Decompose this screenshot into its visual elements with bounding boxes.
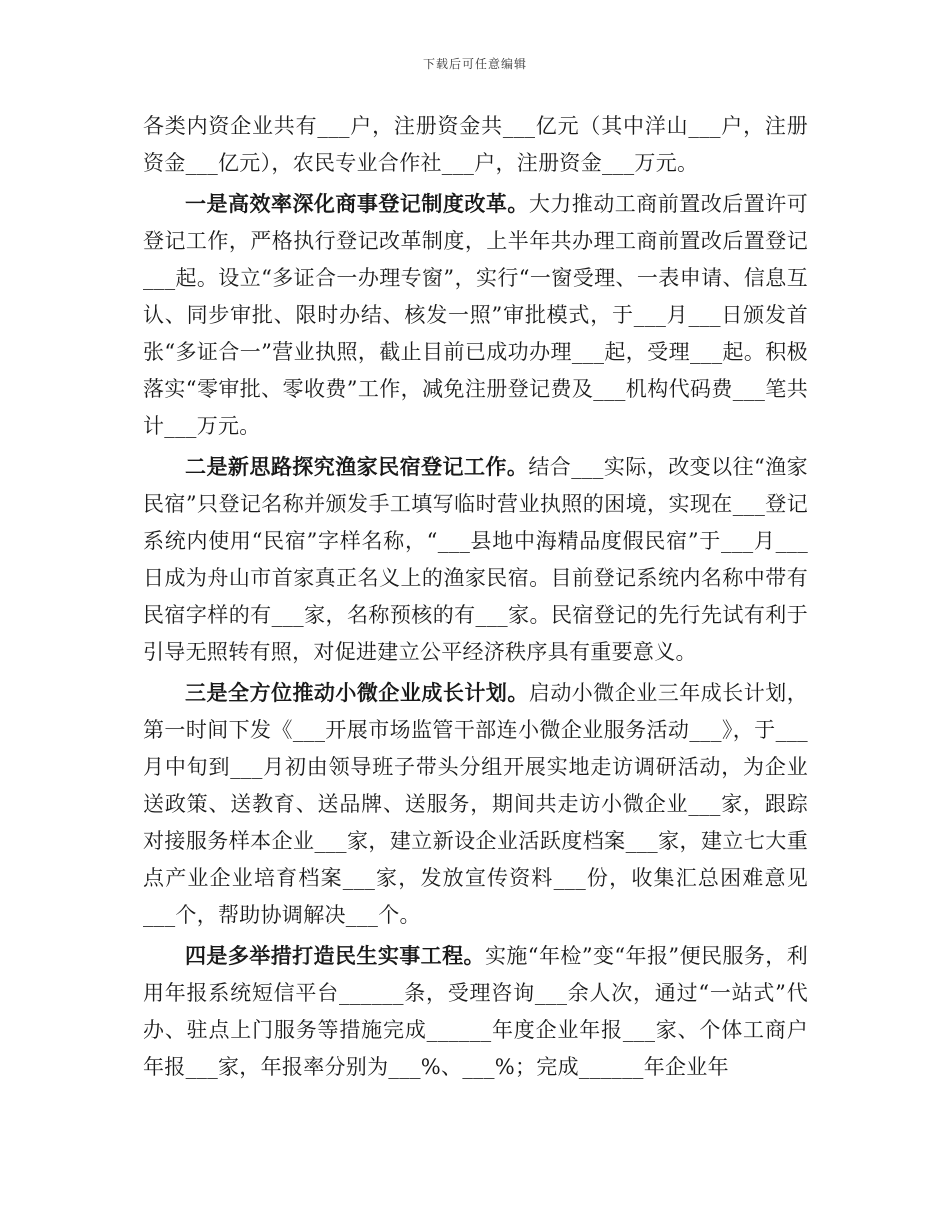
paragraph-text: 大力推动工商前置改后置许可登记工作，严格执行登记改革制度，上半年共办理工商前置改后置登记___起。设立“多证合一办理专窗”，实行“一窗受理、一表申请、信息互认、同步审批、限时办结、核发一照”审批模式，于___月___日颁发首张“多证合一”营业执照，截止目前已成功办理___起，受理___起。积极落实“零审批、零收费”工作，减免注册登记费及___机构代码费___笔共计___万元。 [143,192,809,438]
paragraph-heading: 三是全方位推动小微企业成长计划。 [185,680,529,705]
paragraph-text: 各类内资企业共有___户，注册资金共___亿元（其中洋山___户，注册资金___亿元），农民专业合作社___户，注册资金___万元。 [143,114,808,175]
paragraph-summary [143,108,808,182]
paragraph-text: 启动小微企业三年成长计划，第一时间下发《___开展市场监管干部连小微企业服务活动___》，于___月中旬到___月初由领导班子带头分组开展实地走访调研活动，为企业送政策、送教育、送品牌、送服务，期间共走访小微企业___家，跟踪对接服务样本企业___家，建立新设企业活跃度档案___家，建立七大重点产业企业培育档案___家，发放宣传资料___份，收集汇总困难意见___个，帮助协调解决___个。 [143,681,808,927]
document-body [143,108,808,1086]
paragraph-heading: 二是新思路探究渔家民宿登记工作。 [185,454,529,479]
paragraph-livelihood-projects [143,937,808,1086]
paragraph-fisherman-homestay [143,448,808,671]
paragraph-small-business-growth [143,674,808,934]
paragraph-heading: 一是高效率深化商事登记制度改革。 [185,191,529,216]
paragraph-text: 结合___实际，改变以往“渔家民宿”只登记名称并颁发手工填写临时营业执照的困境，实现在___登记系统内使用“民宿”字样名称，“___县地中海精品度假民宿”于___月___日成为舟山市首家真正名义上的渔家民宿。目前登记系统内名称中带有民宿字样的有___家，名称预核的有___家。民宿登记的先行先试有利于引导无照转有照，对促进建立公平经济秩序具有重要意义。 [143,455,808,664]
page-header-note: 下载后可任意编辑 [422,57,527,71]
paragraph-business-registration-reform [143,185,808,445]
paragraph-text: 实施“年检”变“年报”便民服务，利用年报系统短信平台______条，受理咨询___余人次，通过“一站式”代办、驻点上门服务等措施完成______年度企业年报___家、个体工商户年报___家，年报率分别为___%、___%；完成______年企业年 [143,944,808,1079]
paragraph-heading: 四是多举措打造民生实事工程。 [185,943,485,968]
